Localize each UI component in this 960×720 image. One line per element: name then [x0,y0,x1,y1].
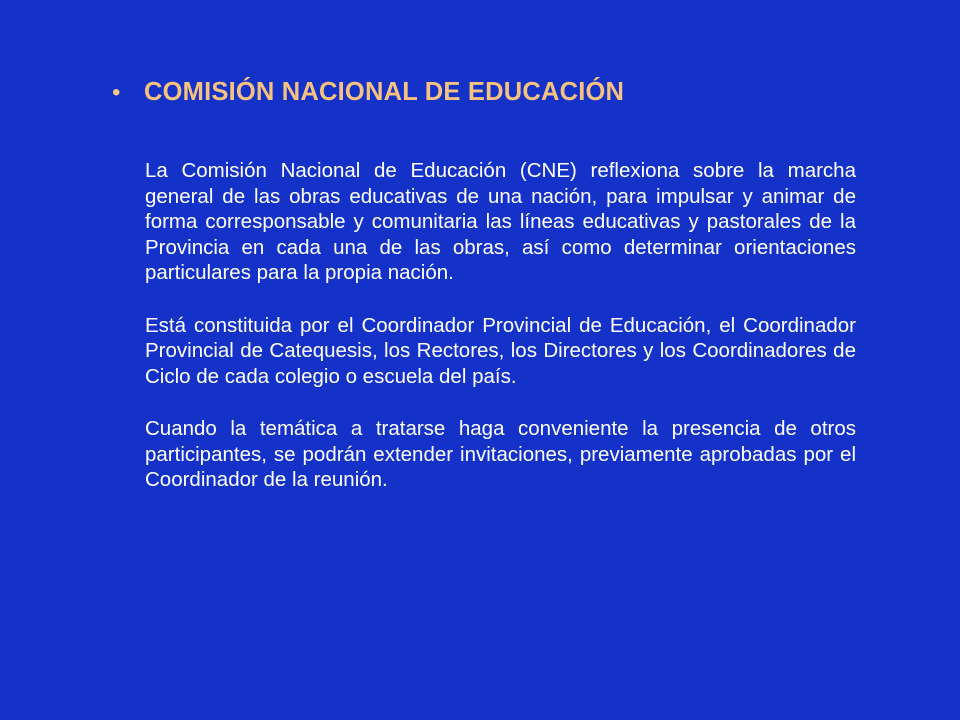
bullet-point: • [112,78,121,106]
slide-title: COMISIÓN NACIONAL DE EDUCACIÓN [144,78,625,106]
title-row [112,78,892,107]
paragraph-invitations: Cuando la temática a tratarse haga conveniente la presencia de otros participantes, se podrán extender invitaciones, previamente aprobadas por el Coordinador de la reunión. [145,417,856,491]
paragraph-description: La Comisión Nacional de Educación (CNE) reflexiona sobre la marcha general de las obras educativas de una nación, para impulsar y animar de forma corresponsable y comunitaria las líneas educativas y pastorales de la Provincia en cada una de las obras, así como determinar orientaciones particulares para la propia nación. [145,159,856,284]
paragraph-composition: Está constituida por el Coordinador Provincial de Educación, el Coordinador Provincial de Catequesis, los Rectores, los Directores y los Coordinadores de Ciclo de cada colegio o escuela del país. [145,313,856,388]
slide-body [145,158,856,520]
